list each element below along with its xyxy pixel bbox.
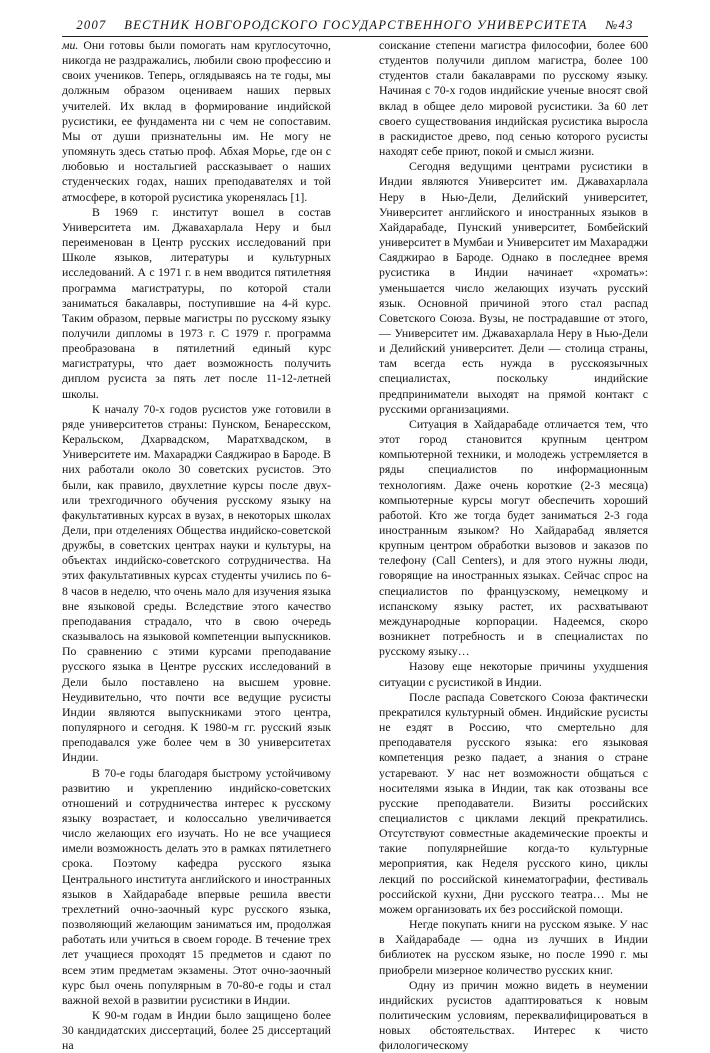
paragraph: Назову еще некоторые причины ухудшения ситуации с русистикой в Индии.: [379, 659, 648, 689]
paragraph: [62, 38, 331, 205]
paragraph: После распада Советского Союза фактически прекратился культурный обмен. Индийские русисты не ездят в Россию, что смертельно для преподавателя русского языка: его языковая компетенция резко падает, а знания о стране устаревают. У нас нет возможности общаться с носителями языка в Индии, так как отозваны все русские преподаватели. Визиты российских специалистов с циклами лекций прекратились. Отсутствуют совместные академические проекты и такие популярнейшие когда-то культурные мероприятия, как Неделя русского кино, циклы лекций по российской кинематографии, фестиваль российской кухни, Дни русского театра… Мы не можем организовать их без российской помощи.: [379, 689, 648, 916]
paragraph: Сегодня ведущими центрами русистики в Индии являются Университет им. Джавахарлала Неру в Нью-Дели, Делийский университет, Университет английского и иностранных языков в Хайдарабаде, Пунский университет, Бомбейский университет в Мумбаи и Университет им Махараджи Саяджирао в Бароде. Однако в последнее время русистика в Индии начинает «хромать»: уменьшается число желающих изучать русский язык. Основной причиной этого стал распад Советского Союза. Вузы, не пострадавшие от этого, — Университет им. Джавахарлала Неру в Нью-Дели и Делийский университет. Дели — столица страны, там всегда есть нужда в русскоязычных специалистах, поскольку индийские предприниматели выходят на прямой контакт с русскими организациями.: [379, 159, 648, 416]
paragraph: Негде покупать книги на русском языке. У нас в Хайдарабаде — одна из лучших в Индии библиотек на русском языке, но после 1990 г. мы приобрели мизерное количество русских книг.: [379, 917, 648, 977]
paragraph: К 90-м годам в Индии было защищено более 30 кандидатских диссертаций, более 25 диссертаций на: [62, 1008, 331, 1053]
paragraph: соискание степени магистра философии, более 600 студентов получили диплом магистра, более 100 студентов стали бакалаврами по русскому языку. Начиная с 70-х годов индийские ученые вносят свой вклад в общее дело мировой русистики. За 60 лет своего существования индийская русистика выросла в раскидистое древо, под сенью которого русисты находят себе приют, покой и смысл жизни.: [379, 38, 648, 159]
continuation-fragment: ми.: [62, 38, 79, 52]
paragraph: К началу 70-х годов русистов уже готовили в ряде университетов страны: Пунском, Бенаресском, Керальском, Дхарвадском, Маратхвадском, в Университете им. Махараджи Саяджирао в Бароде. В них работали около 30 советских русистов. Это были, как правило, двухлетние курсы после двух- или трехгодичного обучения русскому языку на факультативных курсах в вузах, в некоторых школах Дели, при отделениях Общества индийско-советской дружбы, в советских центрах науки и культуры, на объектах индийско-советского сотрудничества. На этих факультативных курсах студенты учились по 6-8 часов в неделю, что очень мало для изучения языка вне языковой среды. Вследствие этого качество преподавания страдало, что в свою очередь сказывалось на языковой компетенции выпускников. По сравнению с этими курсами преподавание русского языка в Центре русских исследований в Дели было поставлено на высшем уровне. Неудивительно, что почти все ведущие русисты Индии являются выпускниками этого центра, популярного и сегодня. К 1980-м гг. русский язык преподавался уже более чем в 30 университетах Индии.: [62, 401, 331, 765]
paragraph-text: Они готовы были помогать нам круглосуточно, никогда не раздражались, любили свою профессию и своих учеников. Теперь, оглядываясь на те годы, мы должным образом оцениваем наших первых учителей. Их вклад в формирование индийской русистики, ее фундамента ни с чем не сопоставим. Мы от души признательны им. Не могу не упомянуть здесь статью проф. Абхая Морье, где он с любовью и ностальгией рассказывает о наших студенческих годах, наших преподавателях и той атмосфере, в которой русистика укоренялась [1].: [62, 38, 331, 204]
header-journal: ВЕСТНИК НОВГОРОДСКОГО ГОСУДАРСТВЕННОГО УНИВЕРСИТЕТА: [124, 18, 588, 32]
paragraph: В 70-е годы благодаря быстрому устойчивому развитию и укреплению индийско-советских отношений и сотрудничества интерес к русскому языку возрастает, и колоссально увеличивается число желающих его изучать. Но не все учащиеся имели возможность делать это в рамках пятилетнего срока. Поэтому кафедра русского языка Центрального института английского и иностранных языков в Хайдарабаде впервые решила ввести трехлетний очно-заочный курс русского языка, позволяющий желающим заниматься им, продолжая работать или учиться в своем городе. В течение трех лет учащиеся проходят 15 предметов и сдают по всем этим предметам экзамены. Этот очно-заочный курс был очень популярным в 70-80-е годы и стал важной вехой в развитии русистики в Индии.: [62, 765, 331, 1007]
header-year: 2007: [76, 18, 107, 32]
running-header: [62, 14, 648, 37]
header-issue: №43: [605, 18, 634, 32]
right-column: [379, 38, 648, 1053]
left-column: [62, 38, 331, 1053]
paragraph: Ситуация в Хайдарабаде отличается тем, что этот город становится крупным центром компьютерной техники, и молодежь устремляется в ряды специалистов по информационным технологиям. Даже очень короткие (2-3 месяца) компьютерные курсы могут обеспечить хороший работой. Кто же тогда будет заниматься 2-3 года иностранным языком? Но Хайдарабад является крупным центром обработки вызовов и заказов по телефону (Call Centers), и для этого нужны люди, говорящие на иностранных языках. Сейчас спрос на специалистов по французскому, немецкому и испанскому языку растет, их расхватывают международные корпорации. Надеемся, скоро возникнет потребность и в специалистах по русскому языку…: [379, 416, 648, 659]
paragraph: В 1969 г. институт вошел в состав Университета им. Джавахарлала Неру и был переименован в Центр русских исследований при Школе языков, литературы и культурных исследований. А с 1971 г. в нем вводится пятилетняя программа магистратуры, по которой стали заниматься бакалавры, поступившие на 4-й курс. Таким образом, первые магистры по русскому языку получили дипломы в 1973 г. С 1979 г. программа преобразована в пятилетний единый курс магистратуры, что дает возможность получить диплом русиста за пять лет после 11-12-летней школы.: [62, 204, 331, 401]
paragraph: Одну из причин можно видеть в неумении индийских русистов адаптироваться к новым политическим условиям, переквалифицироваться в новых обстоятельствах. Интерес к чисто филологическому: [379, 977, 648, 1053]
